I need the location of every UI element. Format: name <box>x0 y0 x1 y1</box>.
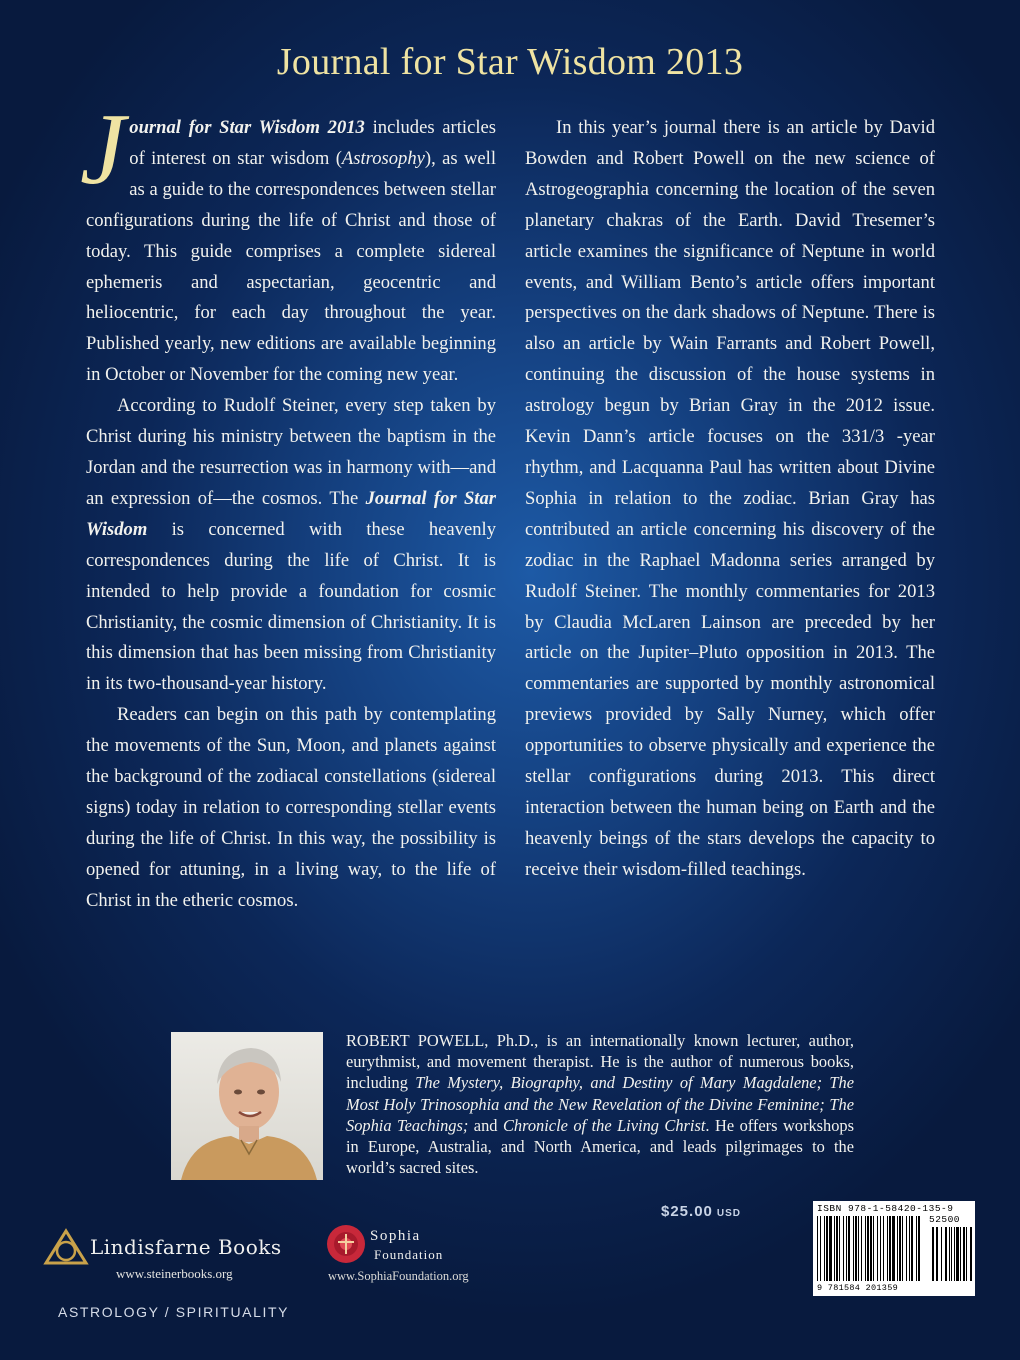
author-bio <box>346 1030 854 1178</box>
astrosophy-term: Astrosophy <box>341 147 425 169</box>
right-column <box>525 113 935 886</box>
lindisfarne-knot-logo <box>42 1227 90 1267</box>
barcode <box>813 1201 975 1296</box>
foundation-name-1: Sophia <box>370 1228 421 1244</box>
category-label: ASTROLOGY / SPIRITUALITY <box>58 1304 290 1320</box>
journal-title-italic: ournal for Star Wisdom 2013 <box>129 117 365 138</box>
isbn-text: ISBN 978-1-58420-135-9 <box>817 1203 954 1214</box>
foundation-url: www.SophiaFoundation.org <box>328 1269 469 1283</box>
intro-text-a: includes articles of interest on star wisdom ( <box>129 117 496 169</box>
intro-text-b: ), as well as a guide to the correspondences between stellar configurations during the life of Christ and those of today. This guide comprises a complete sidereal ephemeris and aspectarian, geocentric and heliocentric, for each day throughout the year. Published yearly, new editions are available beginning in October or November for the coming new year. <box>86 147 497 386</box>
foundation-logo <box>322 1220 542 1288</box>
sophia-rose-logo <box>324 1222 368 1266</box>
readers-paragraph: Readers can begin on this path by contemplating the movements of the Sun, Moon, and planets against the background of the zodiacal constellations (sidereal signs) today in relation to corresponding stellar events during the life of Christ. In this way, the possibility is opened for attuning, in a living way, to the life of Christ in the etheric cosmos. <box>86 704 496 911</box>
steiner-text-a: According to Rudolf Steiner, every step taken by Christ during his ministry between the baptism in the Jordan and the resurrection was in harmony with—and an expression of—the cosmos. The <box>86 395 496 509</box>
journal-name-italic: Journal for Star Wisdom <box>86 487 496 540</box>
publisher-logo <box>42 1225 292 1285</box>
bio-text-a: ROBERT POWELL, Ph.D., is an internationally known lecturer, author, eurythmist, and movement therapist. He is the author of numerous books, including <box>346 1031 854 1093</box>
price-label <box>661 1203 741 1220</box>
drop-cap: J <box>80 93 126 206</box>
publisher-name: Lindisfarne Books <box>90 1235 282 1259</box>
steiner-paragraph <box>86 391 496 700</box>
publisher-url: www.steinerbooks.org <box>116 1266 233 1281</box>
bio-book-chronicle: Chronicle of the Living Christ <box>502 1115 706 1135</box>
left-column <box>80 93 497 917</box>
bio-text-c: . He offers workshops in Europe, Australia, and North America, and leads pilgrimages to the world’s sacred sites. <box>346 1115 854 1178</box>
barcode-number: 9 781584 201359 <box>817 1283 899 1293</box>
price-currency: USD <box>716 1208 742 1219</box>
intro-paragraph <box>80 93 497 391</box>
bio-text-b: and <box>468 1115 503 1135</box>
steiner-text-b: is concerned with these heavenly correspondences during the life of Christ. It is intended to help provide a foundation for cosmic Christianity, the cosmic dimension of Christianity. It is this dimension that has been missing from Christianity in its two-thousand-year history. <box>86 518 496 695</box>
book-title: Journal for Star Wisdom 2013 <box>276 41 744 83</box>
price-amount: $25.00 <box>661 1203 713 1220</box>
price-code: 52500 <box>929 1214 961 1225</box>
bio-books-italic: The Mystery, Biography, and Destiny of Mary Magdalene; The Most Holy Trinosophia and the New Revelation of the Divine Feminine; The Sophia Teachings; <box>346 1073 854 1135</box>
contents-paragraph: In this year’s journal there is an article by David Bowden and Robert Powell on the new science of Astrogeographia concerning the location of the seven planetary chakras of the Earth. David Tresemer’s article examines the significance of Neptune in world events, and William Bento’s article offers important perspectives on the dark shadows of Neptune. There is also an article by Wain Farrants and Robert Powell, continuing the discussion of the house systems in astrology begun by Brian Gray in the 2012 issue. Kevin Dann’s article focuses on the 331/3 -year rhythm, and Lacquanna Paul has written about Divine Sophia in relation to the zodiac. Brian Gray has contributed an article concerning his discovery of the zodiac in the Raphael Madonna series arranged by Rudolf Steiner. The monthly commentaries for 2013 by Claudia McLaren Lainson are preceded by her article on the Jupiter–Pluto opposition in 2013. The commentaries are supported by monthly astronomical previews provided by Sally Nurney, which offer opportunities to observe physically and experience the stellar configurations during 2013. This direct interaction between the human being on Earth and the heavenly beings of the stars develops the capacity to receive their wisdom-filled teachings. <box>525 117 935 880</box>
author-photo <box>171 1032 323 1180</box>
foundation-name-2: Foundation <box>374 1247 444 1262</box>
